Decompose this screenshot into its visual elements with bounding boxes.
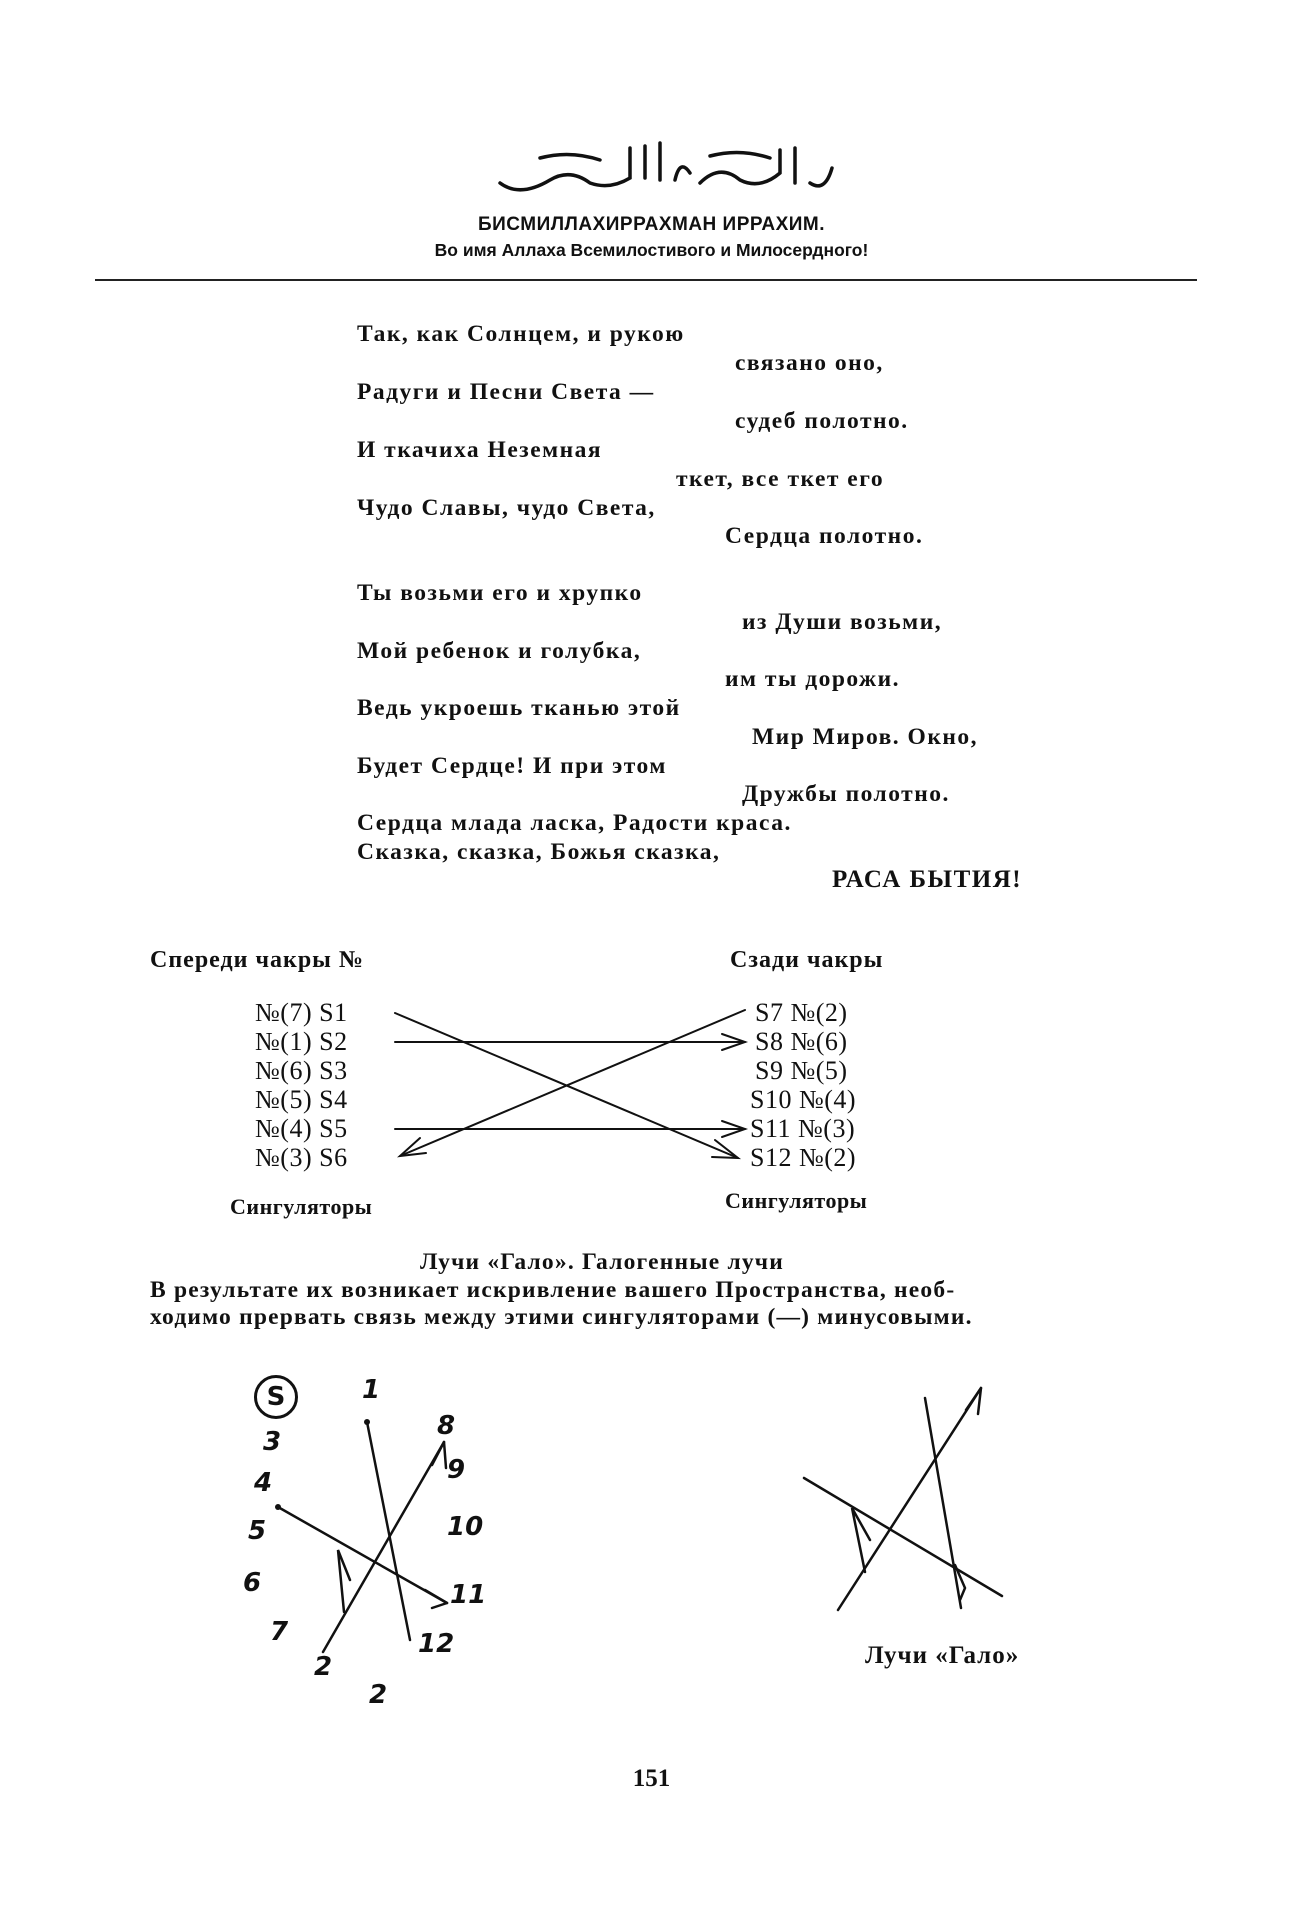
poem-line: связано оно, [735,350,884,376]
front-chakras-title: Спереди чакры № [150,947,365,973]
section-heading: Лучи «Гало». Галогенные лучи [420,1249,784,1275]
poem-line: Мой ребенок и голубка, [357,638,642,664]
arabic-calligraphy [480,128,840,208]
header-subtitle: Во имя Аллаха Всемилостивого и Милосердного! [434,240,869,260]
poem-line: им ты дорожи. [725,666,901,692]
poem-line: Сердца млада ласка, Радости краса. [357,810,792,836]
poem-line: Радуги и Песни Света — [357,379,655,405]
poem-line: Ведь укроешь тканью этой [357,695,681,721]
section-text-line: ходимо прервать связь между этими сингуляторами (—) минусовыми. [150,1304,973,1330]
hand-number: 6 [243,1568,262,1598]
back-row: S12 №(2) [750,1143,857,1172]
poem-line: Будет Сердце! И при этом [357,753,667,779]
halo-rays-caption: Лучи «Гало» [865,1642,1020,1669]
hand-number: 10 [447,1512,484,1542]
page-number: 151 [632,1765,671,1792]
poem-line: Дружбы полотно. [742,781,950,807]
hand-number: 12 [418,1629,455,1659]
poem-line: Чудо Славы, чудо Света, [357,495,656,521]
singulator-circle-icon [254,1375,298,1419]
hand-number: 8 [437,1411,456,1441]
hand-number: 2 [369,1680,388,1710]
hand-number: 2 [314,1652,333,1682]
poem-line: Ты возьми его и хрупко [357,580,643,606]
back-row: S11 №(3) [750,1114,856,1143]
poem-line: из Души возьми, [742,609,943,635]
poem-line: Сказка, сказка, Божья сказка, [357,839,721,865]
header-divider [95,279,1197,281]
poem-line: Мир Миров. Окно, [752,724,979,750]
back-row: S7 №(2) [755,998,848,1027]
right-singulators-label: Сингуляторы [725,1188,868,1213]
hand-number: 7 [270,1617,289,1647]
left-singulators-label: Сингуляторы [230,1194,373,1219]
hand-number: 11 [450,1580,487,1610]
hand-number: 1 [362,1375,381,1405]
poem-line: И ткачиха Неземная [357,437,603,463]
arabic-text [480,128,840,129]
poem-line: РАСА БЫТИЯ! [832,866,1023,893]
front-row: №(1) S2 [255,1027,348,1056]
front-row: №(6) S3 [255,1056,348,1085]
back-row: S9 №(5) [755,1056,848,1085]
hand-number: 9 [447,1455,466,1485]
front-row: №(7) S1 [255,998,348,1027]
header-title: БИСМИЛЛАХИРРАХМАН ИРРАХИМ. [477,214,826,235]
hand-number: 3 [263,1427,282,1457]
poem-line: ткет, все ткет его [676,466,885,492]
back-row: S10 №(4) [750,1085,857,1114]
poem-line: Сердца полотно. [725,523,924,549]
hand-number: 5 [248,1516,267,1546]
circle-marker-label: S [266,1382,286,1412]
back-row: S8 №(6) [755,1027,848,1056]
front-row: №(5) S4 [255,1085,348,1114]
hand-number: 4 [254,1468,273,1498]
back-chakras-title: Сзади чакры [730,947,884,973]
poem-line: Так, как Солнцем, и рукою [357,321,685,347]
poem-line: судеб полотно. [735,408,909,434]
front-row: №(4) S5 [255,1114,348,1143]
section-text-line: В результате их возникает искривление вашего Пространства, необ- [150,1277,956,1303]
front-row: №(3) S6 [255,1143,348,1172]
